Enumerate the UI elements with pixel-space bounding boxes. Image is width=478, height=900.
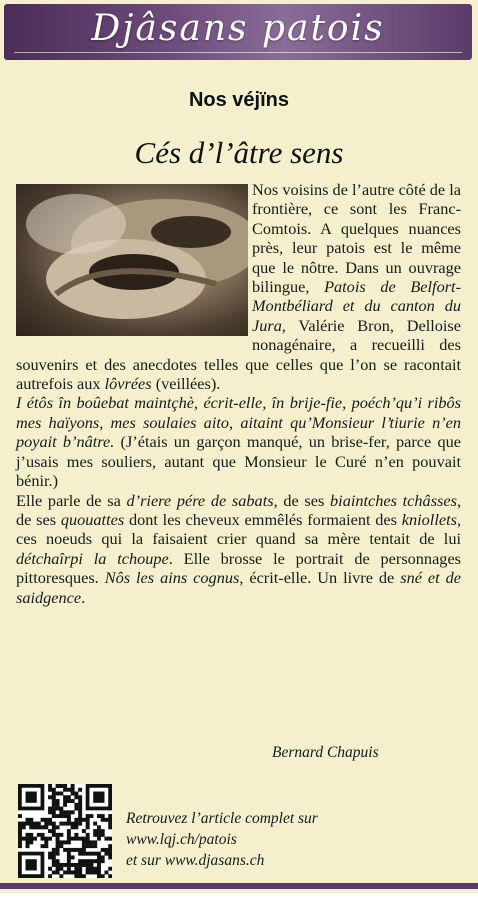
footer-link-lqj[interactable]: www.lqj.ch/patois	[126, 831, 237, 848]
p3-text-a: Elle parle de sa	[16, 490, 127, 510]
paragraph-2	[16, 393, 461, 490]
p3-text-g: , écrit-elle. Un livre de	[239, 568, 401, 588]
qr-code-graphic	[18, 784, 112, 878]
p2-translation: (J’étais un garçon manqué, un brise-fer, parce que j’usais mes souliers, autant que Monsieur le Curé n’en pouvait bénir.)	[16, 432, 461, 491]
author-signature: Bernard Chapuis	[272, 744, 379, 761]
p3-text-f: . Elle brosse le portrait de personnages pittoresques.	[16, 548, 462, 588]
p1-text-b: , Valérie Bron, Delloise nonagénaire, a recueilli des souvenirs et des anecdotes telles que celles que l’on se racontait autrefois aux	[16, 315, 461, 394]
p3-term-7: sné et de saidgence	[16, 568, 461, 607]
p3-text-b: , de ses	[273, 490, 331, 510]
footer-links	[126, 808, 446, 871]
p1-term: lôvrées	[104, 374, 152, 394]
p3-text-h: .	[81, 587, 86, 607]
p3-text-c: , de ses	[16, 490, 462, 529]
p3-text-e: , ces noeuds qui la faisaient crier quand sa mère tentait de lui	[16, 509, 462, 549]
p3-term-2: biaintches tchâsses	[330, 490, 457, 510]
paragraph-3	[16, 491, 461, 607]
p3-term-4: kniollets	[401, 509, 457, 529]
p2-patois-quote: I étôs în boûebat maintçhè, écrit-elle, în brije-fie, poéch’qu’i ribôs mes haïyons, mes soulaies aito, aitaint qu’Monsieur l’tiurie n’en poyait b’nâtre.	[16, 393, 461, 452]
footer-line-1: Retrouvez l’article complet sur	[126, 810, 318, 827]
p3-text-d: dont les cheveux emmêlés formaient des	[124, 509, 402, 529]
article-headline: Cés d’l’âtre sens	[134, 135, 344, 170]
bottom-rule	[0, 883, 478, 889]
p3-term-6: Nôs les ains cognus	[104, 568, 240, 588]
column-title: Djâsans patois	[91, 8, 385, 49]
p1-book-title: Patois de Belfort-Montbéliard et du canton du Jura	[252, 277, 461, 335]
p1-text-c: (veillées).	[151, 374, 221, 394]
footer-link-djasans[interactable]: et sur www.djasans.ch	[126, 852, 265, 869]
column-header-banner	[4, 4, 472, 60]
p1-text-a: Nos voisins de l’autre côté de la frontière, ce sont les Franc-Comtois. A quelques nuances près, leur patois est le même que le nôtre. Dans un ouvrage bilingue,	[252, 180, 461, 297]
p3-term-5: détchaîrpi la tchoupe	[16, 548, 169, 568]
article-body	[16, 180, 461, 607]
qr-code-icon[interactable]	[18, 784, 112, 878]
p3-term-3: quouattes	[60, 509, 125, 529]
section-kicker: Nos véjïns	[188, 89, 290, 111]
p3-term-1: d’riere pére de sabats	[126, 490, 274, 510]
image-float-spacer	[16, 180, 252, 342]
header-divider	[14, 52, 462, 53]
